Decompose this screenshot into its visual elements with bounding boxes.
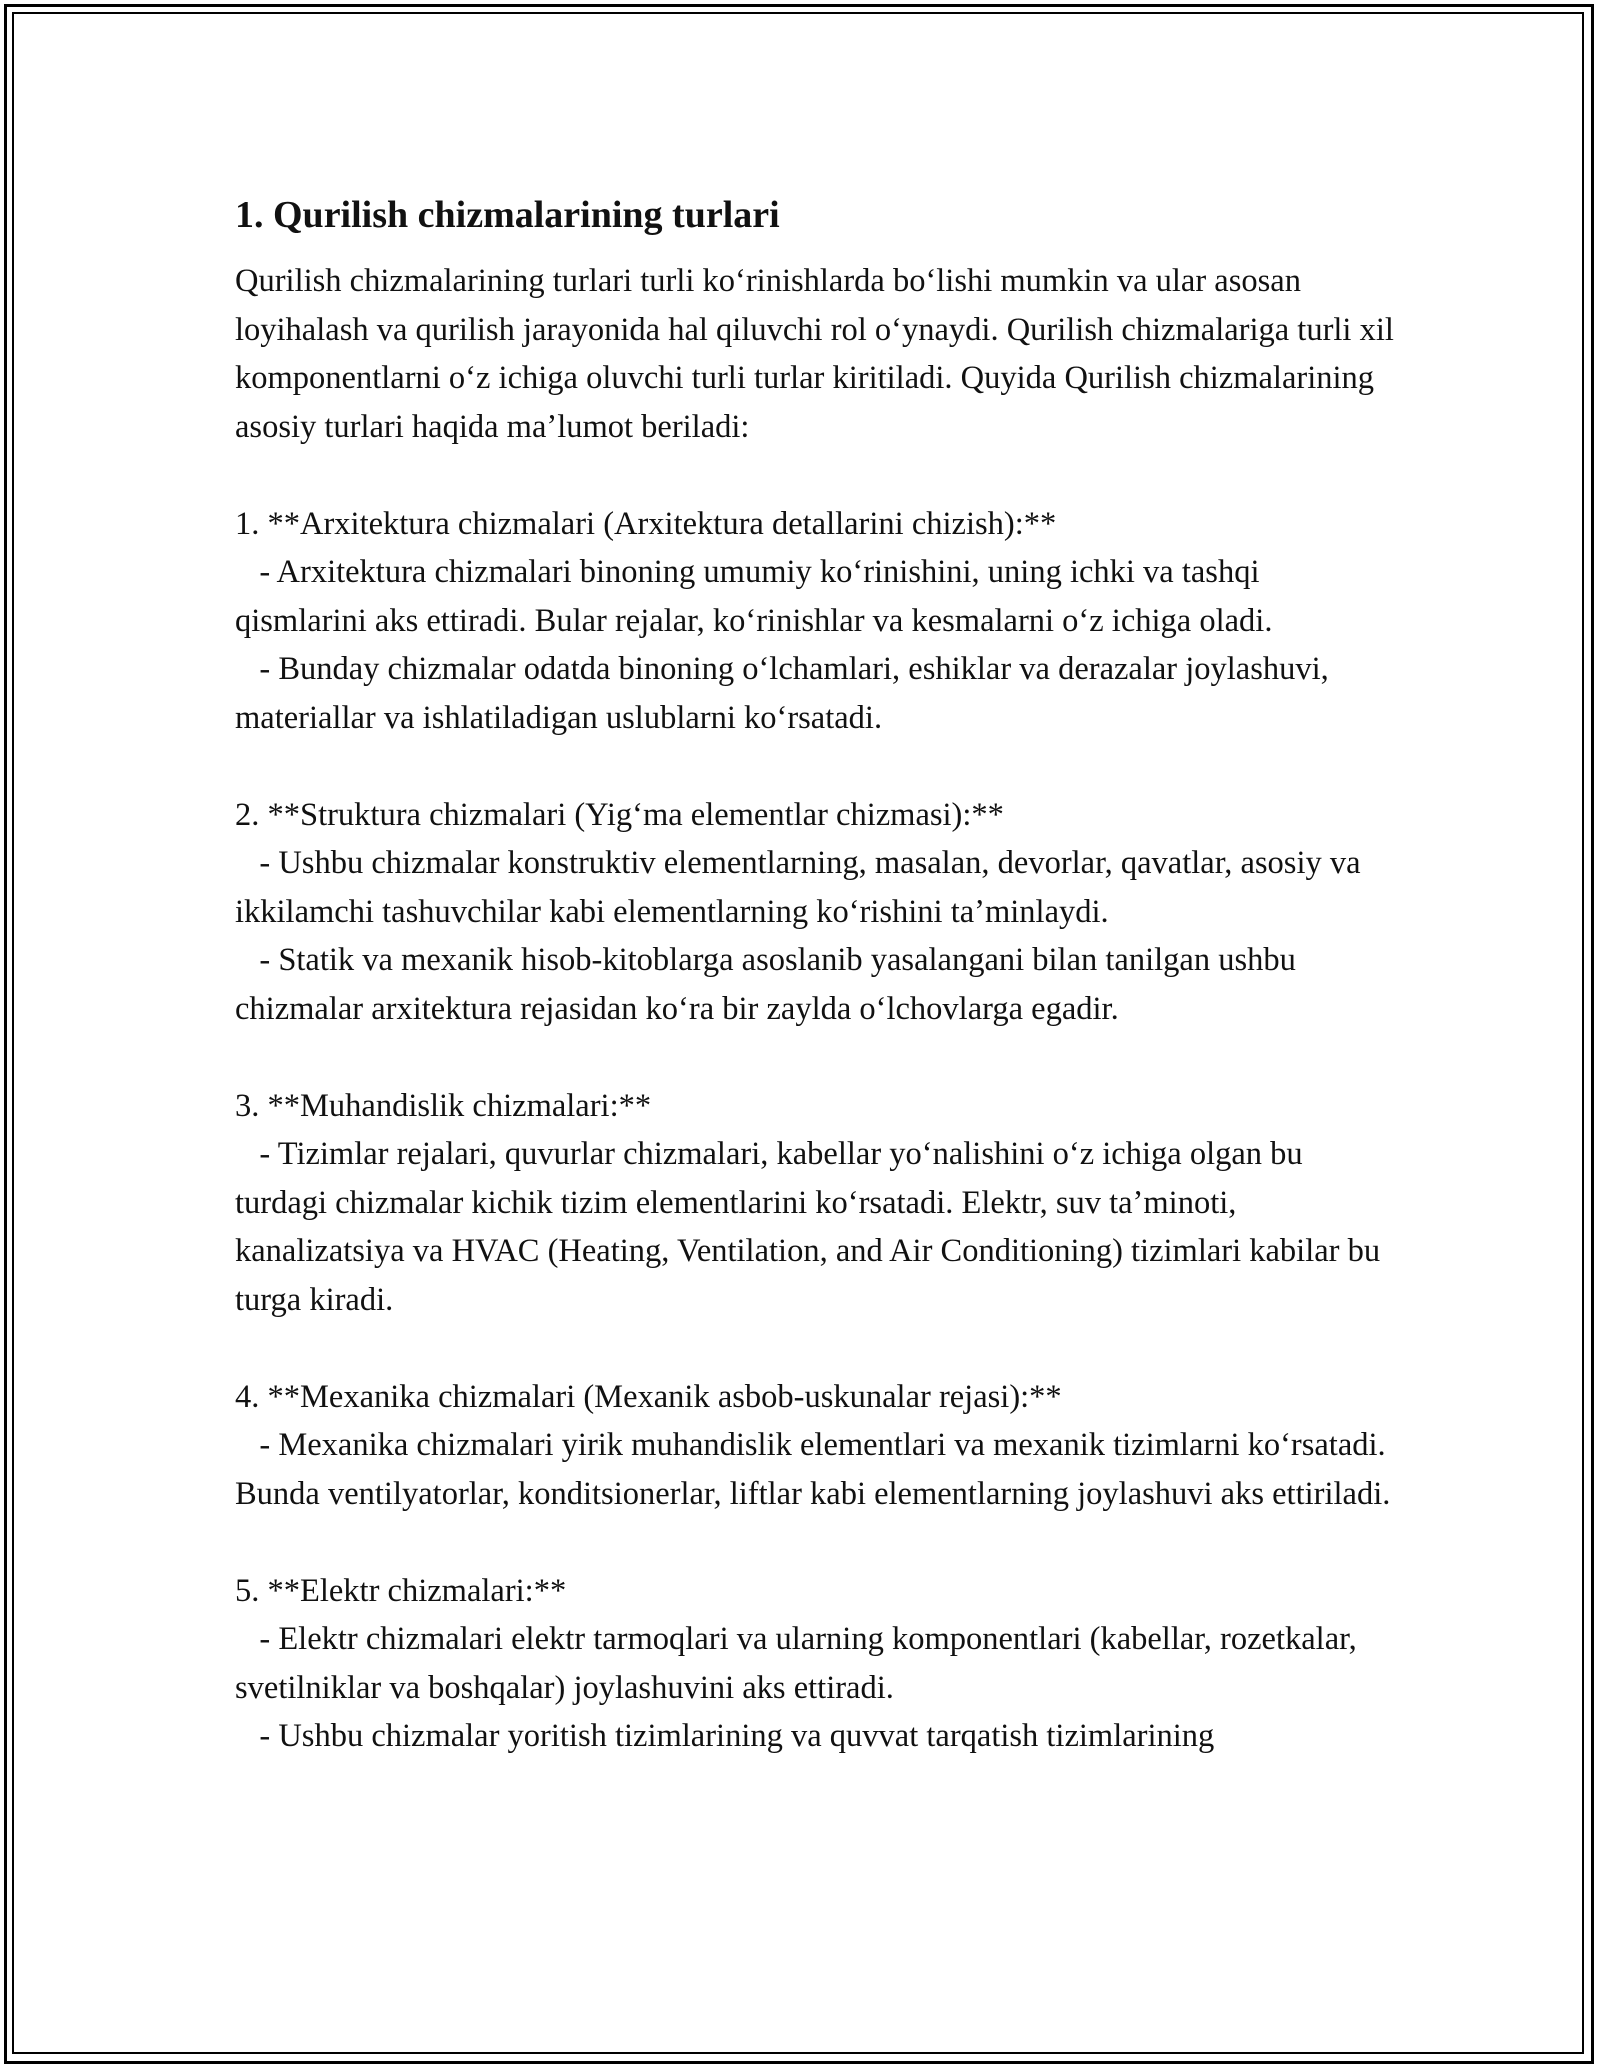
bullet-text: - Statik va mexanik hisob-kitoblarga asoslanib yasalangani bilan tanilgan ushbu chizmalar arxitektura rejasidan koʻra bir zaylda oʻlchovlarga egadir. bbox=[235, 942, 1296, 1027]
blank-line bbox=[235, 1324, 1395, 1373]
blank-line bbox=[235, 742, 1395, 791]
bullet-text: - Arxitektura chizmalari binoning umumiy koʻrinishini, uning ichki va tashqi qismlarini aks ettiradi. Bular rejalar, koʻrinishlar va kesmalarni oʻz ichiga oladi. bbox=[235, 554, 1273, 639]
section-item-title: 1. **Arxitektura chizmalari (Arxitektura detallarini chizish):** bbox=[235, 505, 1057, 542]
bullet-text: - Mexanika chizmalari yirik muhandislik elementlari va mexanik tizimlarni koʻrsatadi. Bunda ventilyatorlar, konditsionerlar, liftlar kabi elementlarning joylashuvi aks ettiriladi. bbox=[235, 1427, 1391, 1512]
bullet-paragraph bbox=[235, 936, 1395, 1033]
bullet-text: - Bunday chizmalar odatda binoning oʻlchamlari, eshiklar va derazalar joylashuvi, materiallar va ishlatiladigan uslublarni koʻrsatadi. bbox=[235, 651, 1329, 736]
bullet-text: - Tizimlar rejalari, quvurlar chizmalari, kabellar yoʻnalishini oʻz ichiga olgan bu turdagi chizmalar kichik tizim elementlarini koʻrsatadi. Elektr, suv taʼminoti, kanalizatsiya va HVAC (Heating, Ventilation, and Air Conditioning) tizimlari kabilar bu turga kiradi. bbox=[235, 1136, 1381, 1318]
bullet-text: - Elektr chizmalari elektr tarmoqlari va ularning komponentlari (kabellar, rozetkalar, svetilniklar va boshqalar) joylashuvini aks ettiradi. bbox=[235, 1621, 1357, 1706]
intro-paragraph: Qurilish chizmalarining turlari turli koʻrinishlarda boʻlishi mumkin va ular asosan loyihalash va qurilish jarayonida hal qiluvchi rol oʻynaydi. Qurilish chizmalariga turli xil komponentlarni oʻz ichiga oluvchi turli turlar kiritiladi. Quyida Qurilish chizmalarining asosiy turlari haqida maʼlumot beriladi: bbox=[235, 263, 1394, 445]
section-item-title: 5. **Elektr chizmalari:** bbox=[235, 1572, 567, 1609]
bullet-paragraph bbox=[235, 1615, 1395, 1712]
section-item-title: 3. **Muhandislik chizmalari:** bbox=[235, 1087, 652, 1124]
document-body bbox=[235, 185, 1395, 1761]
bullet-paragraph bbox=[235, 1712, 1395, 1761]
bullet-paragraph bbox=[235, 839, 1395, 936]
section-item-title: 4. **Mexanika chizmalari (Mexanik asbob-uskunalar rejasi):** bbox=[235, 1378, 1062, 1415]
sections-container bbox=[235, 451, 1395, 1761]
blank-line bbox=[235, 1518, 1395, 1567]
section-item-title: 2. **Struktura chizmalari (Yigʻma elementlar chizmasi):** bbox=[235, 796, 1004, 833]
bullet-paragraph bbox=[235, 645, 1395, 742]
bullet-paragraph bbox=[235, 1421, 1395, 1518]
blank-line bbox=[235, 451, 1395, 500]
bullet-paragraph bbox=[235, 1130, 1395, 1324]
bullet-paragraph bbox=[235, 548, 1395, 645]
section-heading: 1. Qurilish chizmalarining turlari bbox=[235, 194, 780, 236]
bullet-text: - Ushbu chizmalar yoritish tizimlarining va quvvat tarqatish tizimlarining bbox=[259, 1718, 1215, 1754]
blank-line bbox=[235, 1033, 1395, 1082]
bullet-text: - Ushbu chizmalar konstruktiv elementlarning, masalan, devorlar, qavatlar, asosiy va ikkilamchi tashuvchilar kabi elementlarning koʻrishini taʼminlaydi. bbox=[235, 845, 1361, 930]
